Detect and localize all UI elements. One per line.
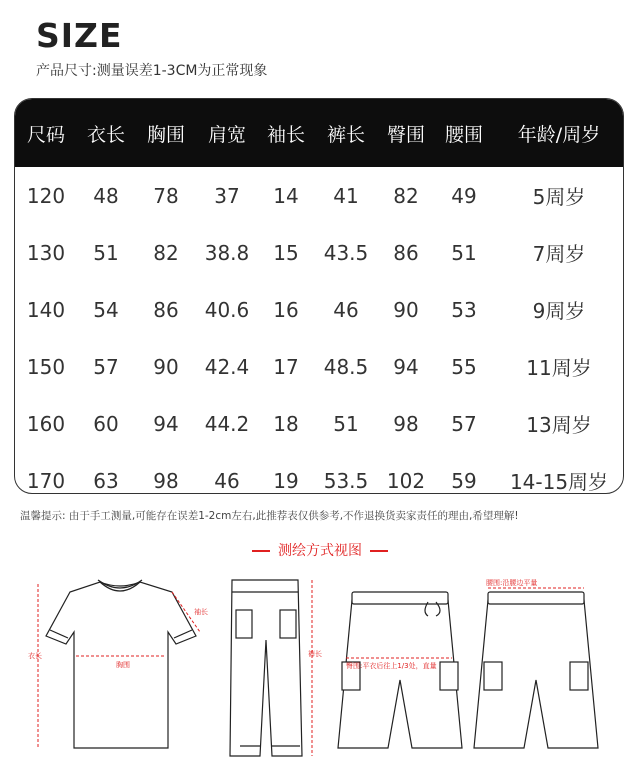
table-cell: 14 — [273, 183, 299, 208]
table-cell: 94 — [393, 354, 419, 379]
table-cell: 130 — [26, 240, 66, 265]
measure-section-title-text: 测绘方式视图 — [278, 543, 362, 559]
table-cell: 37 — [214, 183, 240, 208]
table-cell: 90 — [393, 297, 419, 322]
page-title: SIZE — [36, 16, 123, 55]
table-cell: 102 — [386, 468, 426, 493]
table-cell: 19 — [273, 468, 299, 493]
table-cell: 14-15周岁 — [509, 470, 609, 494]
table-cell: 51 — [333, 411, 359, 436]
table-cell: 53.5 — [323, 468, 369, 493]
table-cell: 11周岁 — [526, 356, 592, 380]
table-cell: 82 — [393, 183, 419, 208]
pants-length-label: 裤长 — [308, 650, 322, 658]
table-cell: 7周岁 — [532, 242, 586, 266]
table-cell: 60 — [93, 411, 119, 436]
table-cell: 38.8 — [204, 240, 250, 265]
table-cell: 9周岁 — [532, 299, 586, 323]
shorts-back-diagram — [474, 592, 598, 748]
measure-section-title — [0, 540, 640, 560]
table-cell: 13周岁 — [526, 413, 592, 437]
table-cell: 16 — [273, 297, 299, 322]
table-cell: 51 — [451, 240, 477, 265]
table-row — [15, 338, 624, 395]
table-cell: 49 — [451, 183, 477, 208]
table-cell: 44.2 — [204, 411, 250, 436]
table-cell: 160 — [26, 411, 66, 436]
table-cell: 40.6 — [204, 297, 250, 322]
size-table-container — [14, 98, 624, 494]
column-header: 衣长 — [86, 123, 125, 146]
table-row — [15, 224, 624, 281]
column-header: 尺码 — [26, 123, 65, 146]
table-row — [15, 281, 624, 338]
table-cell: 41 — [333, 183, 359, 208]
table-cell: 170 — [26, 468, 66, 493]
table-cell: 46 — [333, 297, 359, 322]
table-cell: 18 — [273, 411, 299, 436]
table-cell: 78 — [153, 183, 179, 208]
column-header: 裤长 — [326, 123, 365, 146]
title-dash-left — [252, 550, 270, 552]
size-table — [15, 99, 624, 494]
table-cell: 150 — [26, 354, 66, 379]
column-header: 年龄/周岁 — [517, 123, 601, 146]
table-cell: 17 — [273, 354, 299, 379]
table-cell: 57 — [451, 411, 477, 436]
table-cell: 86 — [393, 240, 419, 265]
table-cell: 120 — [26, 183, 66, 208]
size-table-body — [15, 167, 624, 494]
measurement-diagrams — [0, 570, 640, 760]
chest-label: 胸围 — [116, 661, 130, 669]
title-dash-right — [370, 550, 388, 552]
table-cell: 46 — [214, 468, 240, 493]
table-cell: 82 — [153, 240, 179, 265]
table-cell: 98 — [393, 411, 419, 436]
column-header: 胸围 — [146, 123, 185, 146]
table-cell: 53 — [451, 297, 477, 322]
table-cell: 94 — [153, 411, 179, 436]
table-cell: 63 — [93, 468, 119, 493]
table-cell: 48.5 — [323, 354, 369, 379]
page-subtitle: 产品尺寸:测量误差1-3CM为正常现象 — [36, 63, 268, 79]
table-cell: 51 — [93, 240, 119, 265]
table-row — [15, 452, 624, 494]
table-row — [15, 395, 624, 452]
disclaimer-note: 温馨提示: 由于手工测量,可能存在误差1-2cm左右,此推荐表仅供参考,不作退换货卖家责任的理由,希望理解! — [20, 510, 519, 522]
sleeve-length-label: 袖长 — [194, 608, 208, 616]
size-table-header — [15, 99, 624, 167]
table-cell: 48 — [93, 183, 119, 208]
column-header: 袖长 — [266, 123, 305, 146]
table-cell: 86 — [153, 297, 179, 322]
table-row — [15, 167, 624, 224]
table-cell: 59 — [451, 468, 477, 493]
table-cell: 42.4 — [204, 354, 250, 379]
table-cell: 15 — [273, 240, 299, 265]
long-pants-diagram — [230, 580, 302, 756]
table-cell: 90 — [153, 354, 179, 379]
table-cell: 54 — [93, 297, 119, 322]
shorts-front-diagram — [338, 592, 462, 748]
waist-label: 腰围:沿腰边平量 — [486, 579, 538, 587]
table-cell: 140 — [26, 297, 66, 322]
table-cell: 55 — [451, 354, 477, 379]
table-cell: 43.5 — [323, 240, 369, 265]
table-cell: 98 — [153, 468, 179, 493]
column-header: 肩宽 — [207, 123, 246, 146]
table-cell: 5周岁 — [532, 185, 586, 209]
shirt-length-label: 衣长 — [28, 652, 42, 660]
column-header: 臀围 — [386, 123, 425, 146]
hip-label: 臀围:平衣后往上1/3处，直量 — [346, 662, 437, 670]
table-cell: 57 — [93, 354, 119, 379]
column-header: 腰围 — [444, 123, 483, 146]
